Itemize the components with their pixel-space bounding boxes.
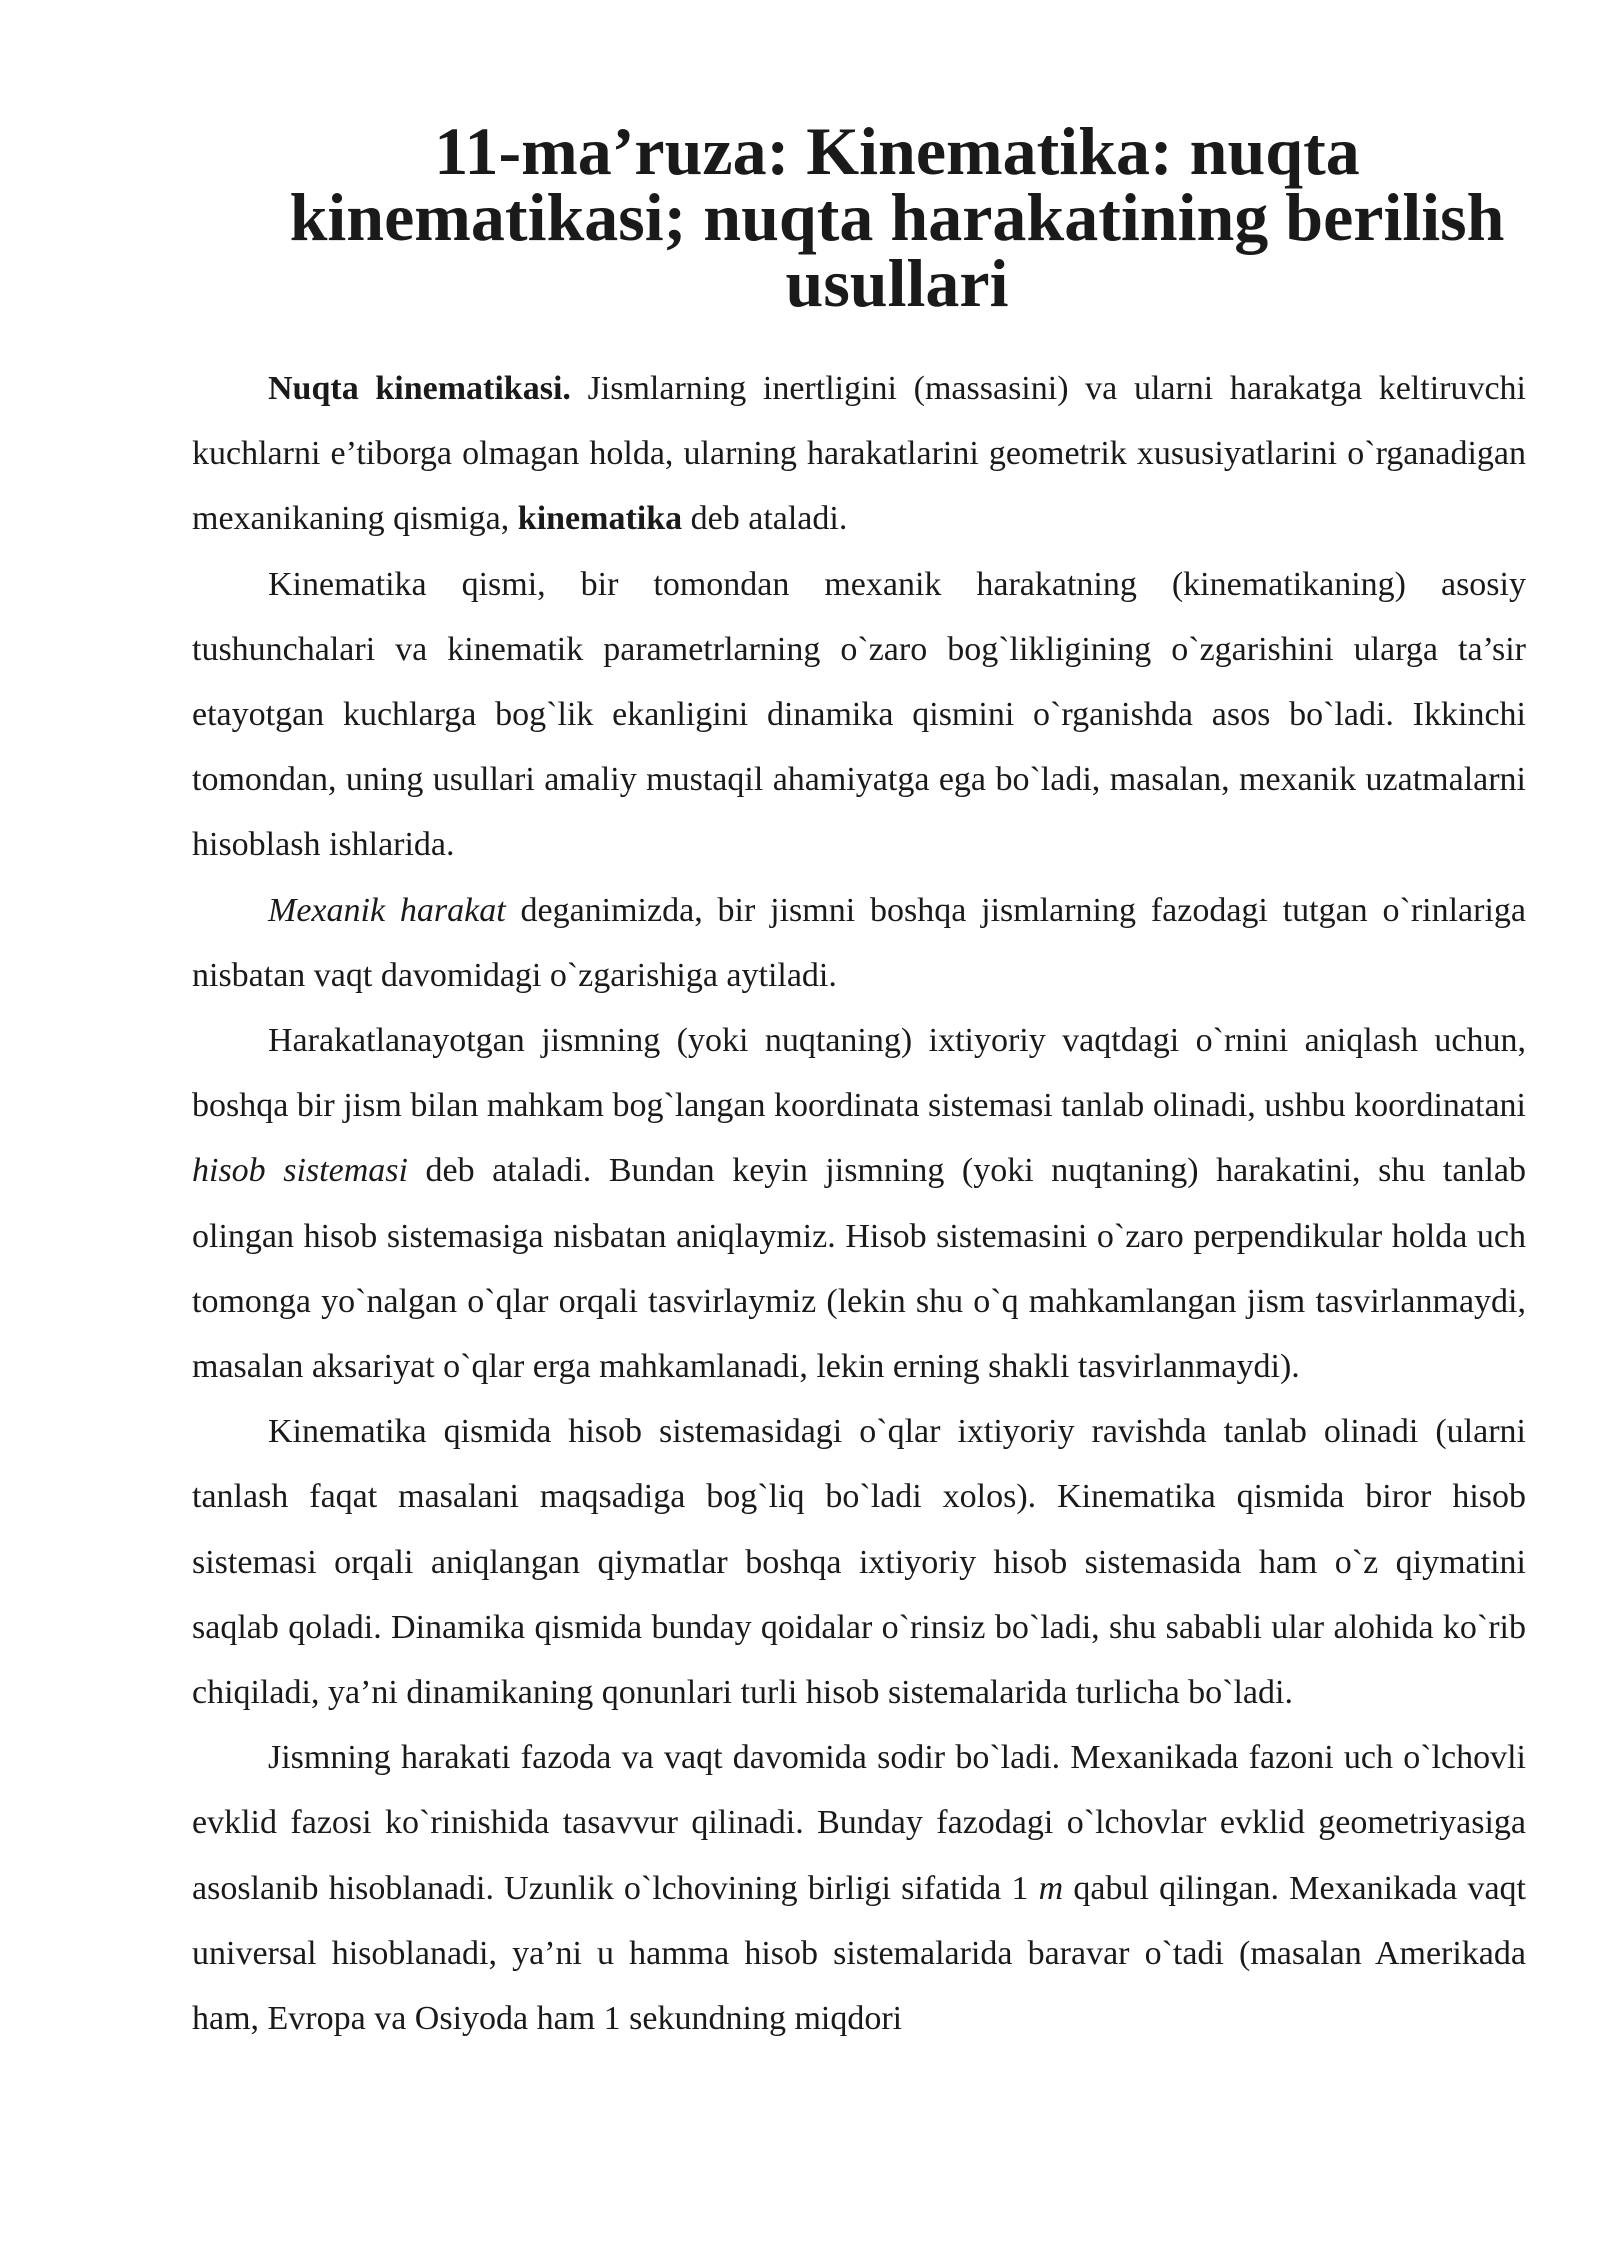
paragraph-1-text-a: Jismlarning inertligini (massasini) va ularni harakatga keltiruvchi kuchlarni e’tiborga olmagan holda, ularning harakatlarini geometrik xususiyatlarini o`rganadigan mexanikaning qismiga, (192, 370, 1526, 538)
paragraph-5 (192, 1399, 1526, 1725)
paragraph-2-text: Kinematika qismi, bir tomondan mexanik harakatning (kinematikaning) asosiy tushunchalari va kinematik parametrlarning o`zaro bog`likligining o`zgarishini ularga ta’sir etayotgan kuchlarga bog`lik ekanligini dinamika qismini o`rganishda asos bo`ladi. Ikkinchi tomondan, uning usullari amaliy mustaqil ahamiyatga ega bo`ladi, masalan, mexanik uzatmalarni hisoblash ishlarida. (192, 565, 1526, 864)
title-line-2: usullari (785, 245, 1009, 321)
paragraph-3-text: deganimizda, bir jismni boshqa jismlarning fazodagi tutgan o`rinlariga nisbatan vaqt davomidagi o`zgarishiga aytiladi. (192, 891, 1527, 994)
title-line-1: 11-ma’ruza: Kinematika: nuqta kinematikasi; nuqta harakatining berilish (289, 113, 1505, 255)
paragraph-1 (192, 356, 1526, 552)
paragraph-5-text: Kinematika qismida hisob sistemasidagi o`qlar ixtiyoriy ravishda tanlab olinadi (ularni tanlash faqat masalani maqsadiga bog`liq bo`ladi xolos). Kinematika qismida biror hisob sistemasi orqali aniqlangan qiymatlar boshqa ixtiyoriy hisob sistemasida ham o`z qiymatini saqlab qoladi. Dinamika qismida bunday qoidalar o`rinsiz bo`ladi, shu sababli ular alohida ko`rib chiqiladi, ya’ni dinamikaning qonunlari turli hisob sistemalarida turlicha bo`ladi. (192, 1413, 1526, 1712)
paragraph-4-text-b: deb ataladi. Bundan keyin jismning (yoki nuqtaning) harakatini, shu tanlab olingan hisob sistemasiga nisbatan aniqlaymiz. Hisob sistemasini o`zaro perpendikular holda uch tomonga yo`nalgan o`qlar orqali tasvirlaymiz (lekin shu o`q mahkamlangan jism tasvirlanmaydi, masalan aksariyat o`qlar erga mahkamlanadi, lekin erning shakli tasvirlanmaydi). (192, 1152, 1526, 1386)
paragraph-6-text-b: qabul qilingan. Mexanikada vaqt universal hisoblanadi, ya’ni u hamma hisob sistemalarida baravar o`tadi (masalan Amerikada ham, Evropa va Osiyoda ham 1 sekundning miqdori (192, 1869, 1527, 2038)
paragraph-3 (192, 878, 1526, 1008)
paragraph-4 (192, 1008, 1526, 1399)
paragraph-1-text-b: deb ataladi. (682, 500, 848, 538)
page-title (192, 113, 1526, 321)
section-heading-inline: Nuqta kinematikasi. (268, 370, 571, 407)
document-content (192, 113, 1527, 2051)
paragraph-2 (192, 552, 1526, 878)
unit-meter: m (1038, 1869, 1064, 1907)
paragraph-6 (192, 1725, 1526, 2051)
paragraph-4-text-a: Harakatlanayotgan jismning (yoki nuqtaning) ixtiyoriy vaqtdagi o`rnini aniqlash uchun, boshqa bir jism bilan mahkam bog`langan koordinata sistemasi tanlab olinadi, ushbu koordinatani (192, 1022, 1526, 1125)
term-kinematika: kinematika (517, 500, 683, 538)
term-hisob-sistemasi: hisob sistemasi (192, 1152, 408, 1190)
term-mexanik-harakat: Mexanik harakat (268, 891, 506, 929)
body-text (192, 356, 1526, 2051)
paragraph-6-text-a: Jismning harakati fazoda va vaqt davomida sodir bo`ladi. Mexanikada fazoni uch o`lchovli evklid fazosi ko`rinishida tasavvur qilinadi. Bunday fazodagi o`lchovlar evklid geometriyasiga asoslanib hisoblanadi. Uzunlik o`lchovining birligi sifatida 1 (192, 1739, 1526, 1907)
